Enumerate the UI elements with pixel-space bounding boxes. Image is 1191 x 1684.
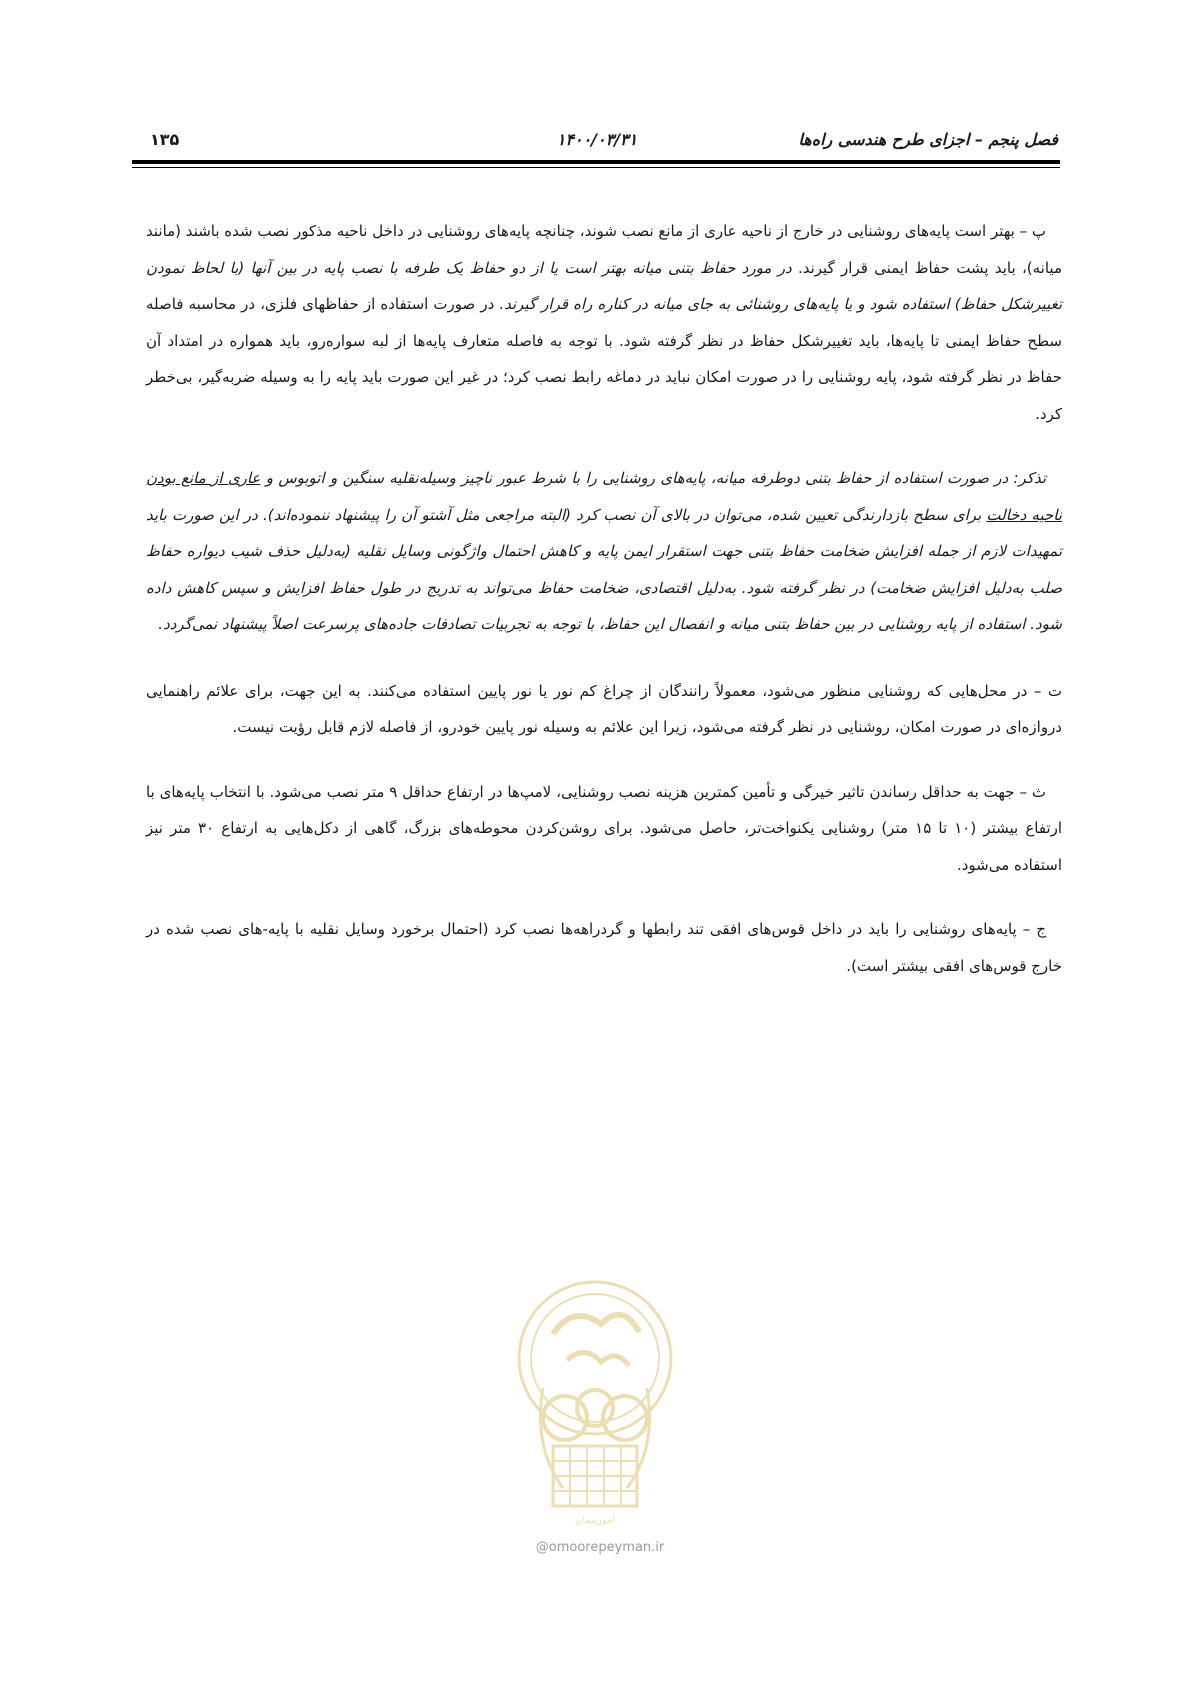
paragraph-pe-text-b-italic: در مورد حفاظ بتنی میانه بهتر است یا از دو حفاظ یک طرفه با نصب پایه در بین آنها (با لحاظ نمودن تغییرشکل حفاظ) استفاده شود و یا پایه‌های روشنائی به جای میانه در کناره راه قرار گیرند.	[146, 258, 1062, 313]
page-number: ۱۳۵	[150, 130, 180, 149]
paragraph-se: ث – جهت به حداقل رساندن تاثیر خیرگی و تأمین کمترین هزینه نصب روشنایی، لامپ‌ها در ارتفاع حداقل ۹ متر نصب می‌شود. با انتخاب پایه‌های با ارتفاع بیشتر (۱۰ تا ۱۵ متر) روشنایی یکنواخت‌تر، حاصل می‌شود. برای روشن‌کردن محوطه‌های بزرگ، گاهی از دکل‌هایی به ارتفاع ۳۰ متر نیز استفاده می‌شود.	[146, 782, 1063, 874]
watermark-url: @omoorepeyman.ir	[535, 1540, 665, 1555]
page-header	[136, 130, 1058, 154]
paragraph-pe-text-a: پ – بهتر است پایه‌های روشنایی در خارج از ناحیه عاری از مانع نصب شوند، چنانچه پایه‌های روشنایی در داخل ناحیه مذکور نصب شده باشند (مانند میانه)، باید پشت حفاظ ایمنی قرار گیرند.	[146, 222, 1062, 277]
paragraph-jim: ج – پایه‌های روشنایی را باید در داخل قوس‌های افقی تند رابطها و گردراهه‌ها نصب کرد (احتمال برخورد وسایل نقلیه با پایه-های نصب شده در خارج قوس‌های افقی بیشتر است).	[146, 920, 1062, 975]
note-text-b: برای سطح بازدارندگی تعیین شده، می‌توان در بالای آن نصب کرد (البته مراجعی مثل آشتو آن را پیشنهاد ننموده‌اند). در این صورت باید تمهیدات لازم از جمله افزایش ضخامت حفاظ بتنی جهت استقرار ایمن پایه و کاهش احتمال واژگونی وسایل نقلیه (به‌دلیل حذف شیب دیواره حفاظ صلب به‌دلیل افزایش ضخامت) در نظر گرفته شود. به‌دلیل اقتصادی، ضخامت حفاظ می‌تواند به تدریج در طول حفاظ افزایش و سپس کاهش داده شود. استفاده از پایه روشنایی در بین حفاظ بتنی میانه و انفصال این حفاظ، با توجه به تجربیات تصادفات جاده‌های پرسرعت اصلاً پیشنهاد نمی‌گردد.	[146, 505, 1062, 633]
chapter-title: فصل پنجم – اجزای طرح هندسی راه‌ها	[798, 130, 1058, 149]
grid-lines	[553, 1446, 637, 1506]
header-rule-thick	[132, 160, 1060, 164]
document-body	[146, 213, 1062, 1012]
logo-lettering: امورپیمان	[574, 1515, 616, 1526]
seal-calligraphy-stroke-2	[567, 1352, 629, 1366]
note-underlined-phrase: عاری از مانع بودن ناحیه دخالت	[146, 469, 1062, 524]
note-paragraph	[146, 460, 1062, 643]
paragraph-pe	[146, 213, 1062, 432]
header-rule-thin	[132, 167, 1060, 168]
header-date: ۱۴۰۰/۰۳/۳۱	[556, 130, 638, 149]
watermark-logo	[495, 1268, 695, 1558]
paragraph-pe-text-c: در صورت استفاده از حفاظهای فلزی، در محاسبه فاصله سطح حفاظ ایمنی تا پایه‌ها، باید تغییرشکل حفاظ در نظر گرفته شود. با توجه به فاصله متعارف پایه‌ها از لبه سواره‌رو، باید همواره در امتداد آن حفاظ در نظر گرفته شود، پایه روشنایی را در صورت امکان نباید در دماغه رابط نصب کرد؛ در غیر این صورت باید پایه را به وسیله ضربه‌گیر، بی‌خطر کرد.	[146, 295, 1062, 423]
paragraph-te: ت – در محل‌هایی که روشنایی منظور می‌شود، معمولاً رانندگان از چراغ کم نور یا نور پایین استفاده می‌کنند. به این جهت، برای علائم راهنمایی دروازه‌ای در صورت امکان، روشنایی در نظر گرفته می‌شود، زیرا این علائم به وسیله نور پایین خودرو، از فاصله لازم قابل رؤیت نیست.	[146, 681, 1062, 736]
logo-seal-icon	[495, 1268, 695, 1538]
note-text-a: تذکر: در صورت استفاده از حفاظ بتنی دوطرفه میانه، پایه‌های روشنایی را با شرط عبور ناچیز وسیله‌نقلیه سنگین و اتوبوس و	[260, 469, 1046, 487]
seal-calligraphy-stroke	[553, 1315, 639, 1334]
